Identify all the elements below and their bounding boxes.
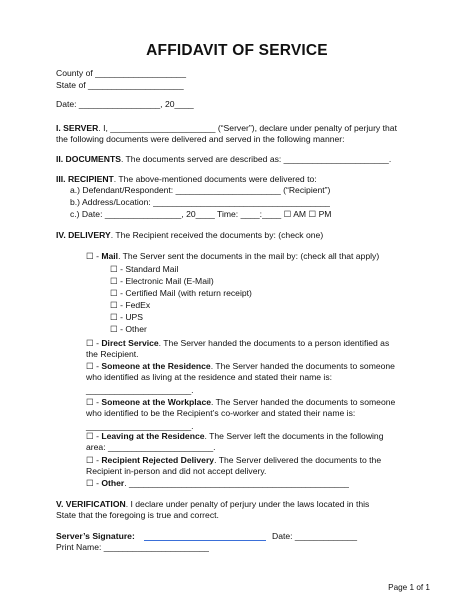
recipient-address-field[interactable]: b.) Address/Location: _____________________________________ bbox=[70, 197, 330, 207]
mail-option-email[interactable]: ☐ - Electronic Mail (E-Mail) bbox=[110, 276, 214, 286]
leaving-option[interactable] bbox=[86, 431, 384, 442]
server-heading: I. SERVER bbox=[56, 123, 99, 133]
workplace-option[interactable] bbox=[86, 397, 395, 408]
mail-checkbox[interactable]: ☐ - bbox=[86, 251, 102, 261]
document-title: AFFIDAVIT OF SERVICE bbox=[146, 42, 328, 59]
residence-text: . The Server handed the documents to someone bbox=[210, 361, 395, 371]
residence-name-field[interactable]: ______________________. bbox=[86, 385, 194, 395]
recipient-defendant-field[interactable]: a.) Defendant/Respondent: ______________________ (“Recipient”) bbox=[70, 185, 331, 195]
mail-label: Mail bbox=[101, 251, 119, 261]
rejected-text: . The Server delivered the documents to the bbox=[214, 455, 382, 465]
state-field[interactable]: State of ____________________ bbox=[56, 80, 184, 90]
leaving-text: . The Server left the documents in the following bbox=[204, 431, 384, 441]
delivery-text: . The Recipient received the documents by: (check one) bbox=[110, 230, 324, 240]
rejected-checkbox[interactable]: ☐ - bbox=[86, 455, 102, 465]
rejected-line2: Recipient in-person and did not accept delivery. bbox=[86, 466, 267, 476]
documents-section bbox=[56, 154, 391, 165]
other-label: Other bbox=[101, 478, 125, 488]
verification-section bbox=[56, 499, 369, 510]
verification-text: . I declare under penalty of perjury under the laws located in this bbox=[125, 499, 370, 509]
mail-option-standard[interactable]: ☐ - Standard Mail bbox=[110, 264, 179, 274]
mail-option-ups[interactable]: ☐ - UPS bbox=[110, 312, 144, 322]
residence-label: Someone at the Residence bbox=[101, 361, 211, 371]
leaving-checkbox[interactable]: ☐ - bbox=[86, 431, 102, 441]
verification-heading: V. VERIFICATION bbox=[56, 499, 126, 509]
mail-option-other[interactable]: ☐ - Other bbox=[110, 324, 147, 334]
server-text[interactable]: . I, ______________________ (“Server”), declare under penalty of perjury that bbox=[98, 123, 397, 133]
rejected-option[interactable] bbox=[86, 455, 381, 466]
print-name-field[interactable]: Print Name: ______________________ bbox=[56, 542, 209, 552]
workplace-text: . The Server handed the documents to someone bbox=[211, 397, 396, 407]
server-section-line1 bbox=[56, 123, 397, 134]
recipient-section bbox=[56, 174, 317, 185]
signature-date-field[interactable]: Date: _____________ bbox=[272, 531, 358, 541]
leaving-area-field[interactable]: area: ______________________. bbox=[86, 442, 216, 452]
mail-option[interactable] bbox=[86, 251, 379, 262]
server-section-line2: the following documents were delivered and served in the following manner: bbox=[56, 134, 345, 144]
delivery-section bbox=[56, 230, 323, 241]
verification-line2: State that the foregoing is true and correct. bbox=[56, 510, 219, 520]
direct-service-line2: the Recipient. bbox=[86, 349, 139, 359]
mail-text: . The Server sent the documents in the mail by: (check all that apply) bbox=[118, 251, 380, 261]
workplace-checkbox[interactable]: ☐ - bbox=[86, 397, 102, 407]
mail-option-fedex[interactable]: ☐ - FedEx bbox=[110, 300, 151, 310]
delivery-heading: IV. DELIVERY bbox=[56, 230, 111, 240]
other-checkbox[interactable]: ☐ - bbox=[86, 478, 102, 488]
workplace-name-field[interactable]: ______________________. bbox=[86, 421, 194, 431]
documents-heading: II. DOCUMENTS bbox=[56, 154, 121, 164]
residence-option[interactable] bbox=[86, 361, 395, 372]
recipient-date-time-field[interactable]: c.) Date: ________________, 20____ Time: ____:____ ☐ AM ☐ PM bbox=[70, 209, 332, 219]
mail-option-certified[interactable]: ☐ - Certified Mail (with return receipt) bbox=[110, 288, 252, 298]
residence-checkbox[interactable]: ☐ - bbox=[86, 361, 102, 371]
direct-service-option[interactable] bbox=[86, 338, 389, 349]
other-option[interactable] bbox=[86, 478, 349, 489]
direct-checkbox[interactable]: ☐ - bbox=[86, 338, 102, 348]
workplace-label: Someone at the Workplace bbox=[101, 397, 212, 407]
county-field[interactable]: County of ___________________ bbox=[56, 68, 186, 78]
recipient-heading: III. RECIPIENT bbox=[56, 174, 114, 184]
workplace-line2: who identified to be the Recipient’s co-worker and stated their name is: bbox=[86, 408, 356, 418]
leaving-label: Leaving at the Residence bbox=[101, 431, 205, 441]
documents-text[interactable]: . The documents served are described as: ______________________. bbox=[120, 154, 392, 164]
signature-label: Server’s Signature: bbox=[56, 531, 135, 541]
rejected-label: Recipient Rejected Delivery bbox=[101, 455, 215, 465]
date-field[interactable]: Date: _________________, 20____ bbox=[56, 99, 194, 109]
page-number: Page 1 of 1 bbox=[388, 583, 430, 592]
direct-label: Direct Service bbox=[101, 338, 159, 348]
direct-text: . The Server handed the documents to a person identified as bbox=[158, 338, 390, 348]
other-text[interactable]: . ______________________________________________ bbox=[124, 478, 349, 488]
recipient-text: . The above-mentioned documents were delivered to: bbox=[113, 174, 317, 184]
signature-field[interactable] bbox=[144, 540, 266, 541]
residence-line2: who identified as living at the residence and stated their name is: bbox=[86, 372, 333, 382]
